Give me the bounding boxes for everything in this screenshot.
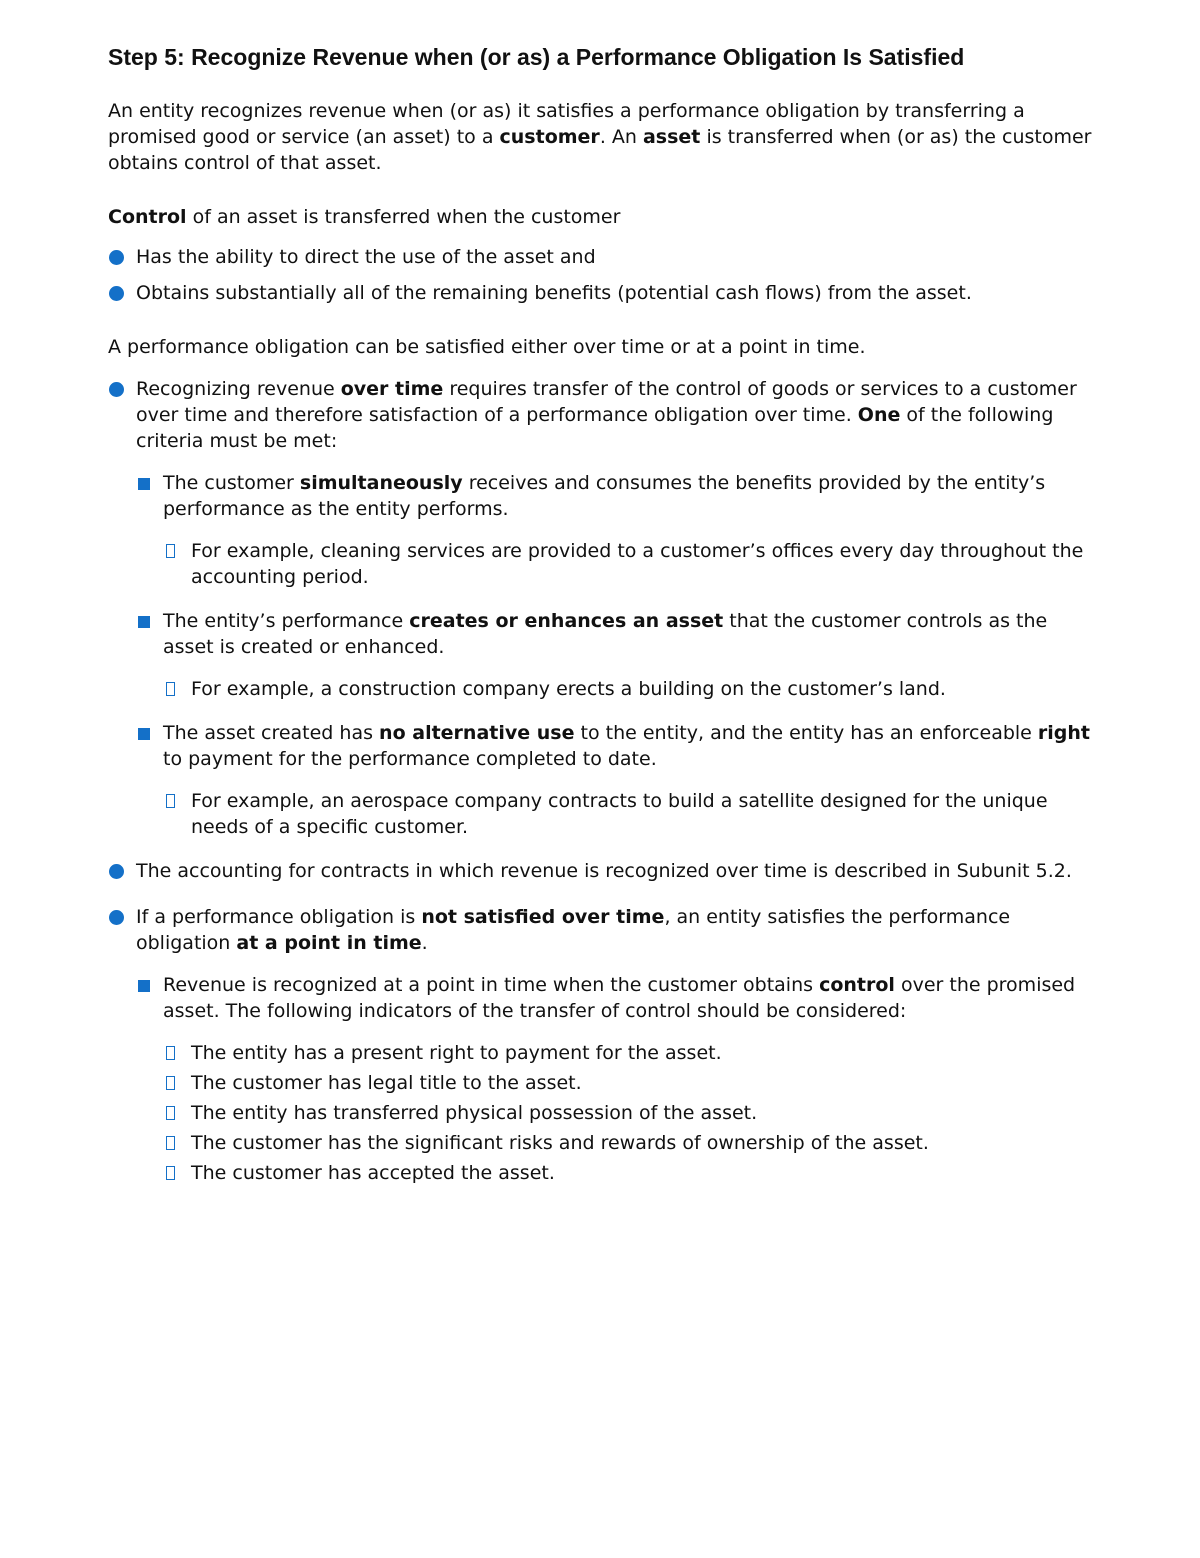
missing-glyph-icon xyxy=(166,1136,175,1150)
accounting-note-bullet xyxy=(108,858,1098,884)
example-item xyxy=(108,676,1098,702)
control-paragraph xyxy=(108,204,1098,230)
term-control-2: control xyxy=(819,974,895,996)
term-customer: customer xyxy=(499,126,600,148)
point-in-time-subitem xyxy=(108,972,1098,1024)
document-page xyxy=(108,43,1098,1186)
criterion-item xyxy=(108,720,1098,772)
point-in-time-bullet xyxy=(108,904,1098,956)
missing-glyph-icon xyxy=(166,1076,175,1090)
indicator-item xyxy=(108,1070,1098,1096)
control-text: of an asset is transferred when the customer xyxy=(186,206,621,228)
missing-glyph-icon xyxy=(166,544,175,558)
indicator-text: The customer has accepted the asset. xyxy=(191,1162,555,1184)
control-criterion-text: Has the ability to direct the use of the asset and xyxy=(136,246,596,268)
criterion-text: to the entity, and the entity has an enforceable xyxy=(574,722,1038,744)
example-text: For example, cleaning services are provided to a customer’s offices every day throughout the accounting period. xyxy=(191,540,1084,588)
intro-paragraph xyxy=(108,98,1098,176)
missing-glyph-icon xyxy=(166,1046,175,1060)
circle-bullet-icon xyxy=(109,910,124,925)
control-criterion xyxy=(108,280,1098,306)
criterion-text: The asset created has xyxy=(163,722,380,744)
criterion-term: simultaneously xyxy=(299,472,463,494)
intro-text-1: An entity recognizes revenue when (or as) it satisfies a performance obligation by transferring a promised good or service (an asset) to a xyxy=(108,100,1025,148)
criterion-item xyxy=(108,470,1098,522)
square-bullet-icon xyxy=(138,616,150,628)
criterion-term: creates or enhances an asset xyxy=(409,610,724,632)
control-criterion-text: Obtains substantially all of the remaining benefits (potential cash flows) from the asset. xyxy=(136,282,972,304)
indicator-item xyxy=(108,1100,1098,1126)
criterion-text: to payment for the performance completed to date. xyxy=(163,748,657,770)
criterion-text: The entity’s performance xyxy=(163,610,410,632)
intro-text-3: is transferred when (or as) the customer obtains control of that asset. xyxy=(108,126,1092,174)
criterion-term: no alternative use xyxy=(379,722,575,744)
criterion-text: that the customer controls as the asset is created or enhanced. xyxy=(163,610,1048,658)
square-bullet-icon xyxy=(138,980,150,992)
criterion-text: The customer xyxy=(163,472,300,494)
criterion-term: right xyxy=(1037,722,1091,744)
circle-bullet-icon xyxy=(109,864,124,879)
circle-bullet-icon xyxy=(109,250,124,265)
term-one: One xyxy=(857,404,901,426)
point-in-time-text-3: . xyxy=(421,932,428,954)
example-text: For example, a construction company erects a building on the customer’s land. xyxy=(191,678,946,700)
indicator-text: The customer has legal title to the asset. xyxy=(191,1072,582,1094)
indicator-item xyxy=(108,1160,1098,1186)
example-text: For example, an aerospace company contracts to build a satellite designed for the unique needs of a specific customer. xyxy=(191,790,1048,838)
indicator-text: The entity has transferred physical possession of the asset. xyxy=(191,1102,758,1124)
term-not-satisfied-over-time: not satisfied over time xyxy=(421,906,665,928)
criterion-item xyxy=(108,608,1098,660)
point-in-time-text-2: , an entity satisfies the performance obligation xyxy=(136,906,1011,954)
accounting-note-text: The accounting for contracts in which revenue is recognized over time is described in Subunit 5.2. xyxy=(136,860,1072,882)
indicator-text: The entity has a present right to payment for the asset. xyxy=(191,1042,722,1064)
subitem-text: over the promised asset. The following indicators of the transfer of control should be considered: xyxy=(163,974,1076,1022)
circle-bullet-icon xyxy=(109,382,124,397)
missing-glyph-icon xyxy=(166,1166,175,1180)
example-item xyxy=(108,538,1098,590)
over-time-text-2: requires transfer of the control of goods or services to a customer over time and therefore satisfaction of a performance obligation over time. xyxy=(136,378,1077,426)
indicator-item xyxy=(108,1040,1098,1066)
missing-glyph-icon xyxy=(166,682,175,696)
point-in-time-text-1: If a performance obligation is xyxy=(136,906,422,928)
term-at-a-point-in-time: at a point in time xyxy=(236,932,422,954)
performance-obligation-intro: A performance obligation can be satisfied either over time or at a point in time. xyxy=(108,336,866,358)
missing-glyph-icon xyxy=(166,794,175,808)
over-time-bullet xyxy=(108,376,1098,454)
circle-bullet-icon xyxy=(109,286,124,301)
square-bullet-icon xyxy=(138,728,150,740)
over-time-text-1: Recognizing revenue xyxy=(136,378,341,400)
indicator-text: The customer has the significant risks and rewards of ownership of the asset. xyxy=(191,1132,929,1154)
over-time-text-3: of the following criteria must be met: xyxy=(136,404,1054,452)
page-title: Step 5: Recognize Revenue when (or as) a Performance Obligation Is Satisfied xyxy=(108,44,965,70)
square-bullet-icon xyxy=(138,478,150,490)
term-over-time: over time xyxy=(340,378,444,400)
term-control: Control xyxy=(108,206,187,228)
missing-glyph-icon xyxy=(166,1106,175,1120)
criterion-text: receives and consumes the benefits provided by the entity’s performance as the entity performs. xyxy=(163,472,1046,520)
control-criterion xyxy=(108,244,1098,270)
subitem-text: Revenue is recognized at a point in time when the customer obtains xyxy=(163,974,820,996)
example-item xyxy=(108,788,1098,840)
term-asset: asset xyxy=(642,126,701,148)
indicator-item xyxy=(108,1130,1098,1156)
intro-text-2: . An xyxy=(599,126,643,148)
